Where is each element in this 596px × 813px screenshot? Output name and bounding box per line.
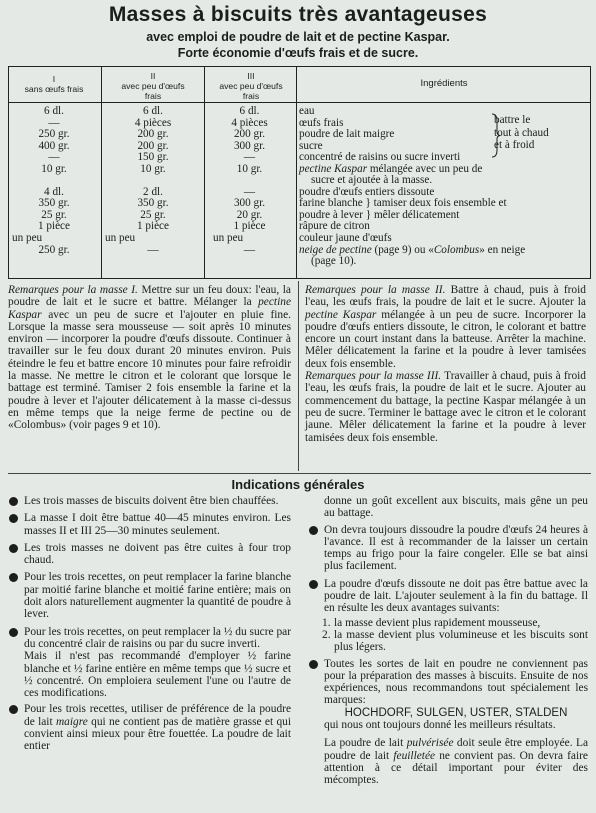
table-row: 6 dl. 6 dl. 6 dl. eau (44, 105, 315, 117)
list-item: Pour les trois recettes, on peut remplacer la ½ du sucre par du concentré clair de raisins ou par du sucre inverti. (8, 626, 291, 651)
table-row: 25 gr. 25 gr. 20 gr. poudre à lever } mêler délicatement (41, 208, 460, 221)
table-row: 350 gr. 350 gr. 300 gr. farine blanche } tamiser deux fois ensemble et (38, 197, 507, 210)
header-col-1 (9, 74, 99, 94)
list-item: Pour les trois recettes, on peut remplacer la farine blanche par moitié farine blanche et moitié farine entière; mais on doit alors naturellement augmenter la quantité de poudre à lever. (8, 571, 291, 620)
bullet-icon (309, 526, 318, 535)
bullet-icon (309, 580, 318, 589)
header-col-4: Ingrédients (420, 78, 468, 89)
list-item: Pour les trois recettes, utiliser de préférence de la poudre de lait maigre qui ne contient pas de matière grasse et qui convient ainsi mieux pour être fouettée. La poudre de lait entier (8, 703, 291, 752)
table-row: (page 10). (311, 255, 357, 268)
table-row: un peu un peu un peu couleur jaune d'œufs (12, 232, 392, 245)
list-item: 1. la masse devient plus rapidement mousseuse, (322, 616, 541, 629)
list-item: 2. la masse devient plus volumineuse et les biscuits sont plus légers. (322, 628, 588, 654)
bullet-icon (9, 497, 18, 506)
header-col-2 (103, 71, 203, 101)
table-row: — 150 gr. — concentré de raisins ou sucre inverti (48, 151, 461, 164)
header-col-3-number: III (247, 71, 255, 81)
table-row: 250 gr. — — neige de pectine (page 9) ou «Colombus» en neige (38, 243, 526, 256)
side-note: battre le tout à chaud et à froid (494, 114, 549, 151)
table-row: — 4 pièces 4 pièces œufs frais (48, 116, 344, 129)
brands-after: qui nous ont toujours donné les meilleurs résultats. (324, 719, 556, 732)
bullet-icon (9, 705, 18, 714)
indications-title: Indications générales (231, 477, 365, 492)
header-col-2-label-a: avec peu d'œufs (121, 81, 185, 91)
table-row: 4 dl. 2 dl. — poudre d'œufs entiers dissoute (44, 185, 435, 198)
table-row: 250 gr. 200 gr. 200 gr. poudre de lait maigre (38, 128, 395, 141)
table-row: 10 gr. 10 gr. 10 gr. pectine Kaspar mélangée avec un peu de (41, 162, 483, 175)
brand-names: HOCHDORF, SULGEN, USTER, STALDEN (344, 706, 568, 719)
table-row: 400 gr. 200 gr. 300 gr. sucre (38, 139, 323, 152)
left-extra-text: Mais il n'est pas recommandé d'employer ½ farine blanche et ½ farine entière en même temps que ½ sucre et ½ concentré. On emploiera seulement l'une ou l'autre de ces modifications. (24, 650, 291, 700)
column-divider (298, 281, 299, 471)
bullet-icon (9, 573, 18, 582)
list-item: La poudre d'œufs dissoute ne doit pas être battue avec la poudre de lait. L'ajouter seulement à la fin du battage. Il en résulte les deux avantages suivants: (308, 578, 588, 615)
header-col-1-label: sans œufs frais (24, 84, 84, 94)
header-col-3-label-b: frais (242, 91, 260, 101)
section-divider (8, 473, 591, 474)
final-paragraph: La poudre de lait pulvérisée doit seule être employée. La poudre de lait feuilletée ne convient pas. On devra faire attention à ce détail important pour éviter des mécomptes. (324, 737, 588, 787)
table-row: 1 pièce 1 pièce 1 pièce râpure de citron (38, 220, 370, 233)
list-item: Les trois masses de biscuits doivent être bien chauffées. (8, 495, 291, 507)
advantages-list (308, 617, 588, 654)
page-title: Masses à biscuits très avantageuses (108, 3, 488, 26)
remarks-left: Remarques pour la masse I. Mettre sur un feu doux: l'eau, la poudre de lait et le sucre et battre. Mélanger la pectine Kaspar avec un peu de sucre et l'ajouter en pluie fine. Lorsque la masse sera mousseuse — soit après 10 minutes environ — incorporer la poudre d'œufs dissoute. Continuer à travailler sur le feu doux durant 20 minutes environ. Puis éteindre le feu et battre encore 10 minutes pour faire refroidir la masse. Ne mettre le citron et le colorant que lorsque le battage est terminé. Tamiser 2 fois ensemble la farine et la poudre à lever et l'ajouter délicatement à la masse ci-dessus en même temps que la neige ferme de pectine ou de «Colombus» (voir pages 9 et 10). (8, 284, 291, 432)
bullet-icon (309, 660, 318, 669)
header-col-2-number: II (150, 71, 156, 81)
header-col-3-label-a: avec peu d'œufs (219, 81, 283, 91)
right-continuation: donne un goût excellent aux biscuits, mais gêne un peu au battage. (324, 495, 588, 520)
subtitle-1: avec emploi de poudre de lait et de pectine Kaspar. (146, 30, 450, 44)
list-item: La masse I doit être battue 40—45 minutes environ. Les masses II et III 25—30 minutes seulement. (8, 512, 291, 537)
list-item: Toutes les sortes de lait en poudre ne conviennent pas pour la préparation des masses à biscuits. Ensuite de nos expériences, nous recommandons tout spécialement les marques: (308, 658, 588, 707)
header-col-1-number: I (52, 74, 56, 84)
recipe-table (8, 66, 591, 279)
remarks-right: Remarques pour la masse II. Battre à chaud, puis à froid l'eau, les œufs frais, la poudre de lait et le sucre. Ajouter la pectine Kaspar mélangée à un peu de sucre. Incorporer la poudre d'œufs entiers dissoute, le citron, le colorant et battre encore un court instant dans la batteuse. Arrêter la machine. Mêler délicatement la farine et la poudre à lever tamisées deux fois ensemble. Remarques pour la masse III. Travailler à chaud, puis à froid l'eau, les œufs frais, la poudre de lait et le sucre. Ajouter au commencement du battage, la pectine Kaspar mélangée à un peu de sucre. Terminer le battage avec le citron et le colorant jaune. Mêler délicatement la farine et la poudre à lever tamisées deux fois ensemble. (305, 284, 587, 444)
subtitle-2: Forte économie d'œufs frais et de sucre. (177, 46, 419, 60)
bullet-icon (9, 628, 18, 637)
bullet-icon (9, 514, 18, 523)
list-item: Les trois masses ne doivent pas être cuites à four trop chaud. (8, 542, 291, 567)
header-col-3 (206, 71, 296, 101)
table-row: sucre et ajoutée à la masse. (311, 174, 433, 187)
indications-right (308, 495, 588, 791)
list-item: On devra toujours dissoudre la poudre d'œufs 24 heures à l'avance. Il est à recommander de la laisser un certain temps au frigo pour la faire congeler. Elle se bat ainsi plus facilement. (308, 524, 588, 573)
bullet-icon (9, 544, 18, 553)
indications-left (8, 495, 291, 758)
table-header (9, 67, 590, 103)
header-col-2-label-b: frais (144, 91, 162, 101)
